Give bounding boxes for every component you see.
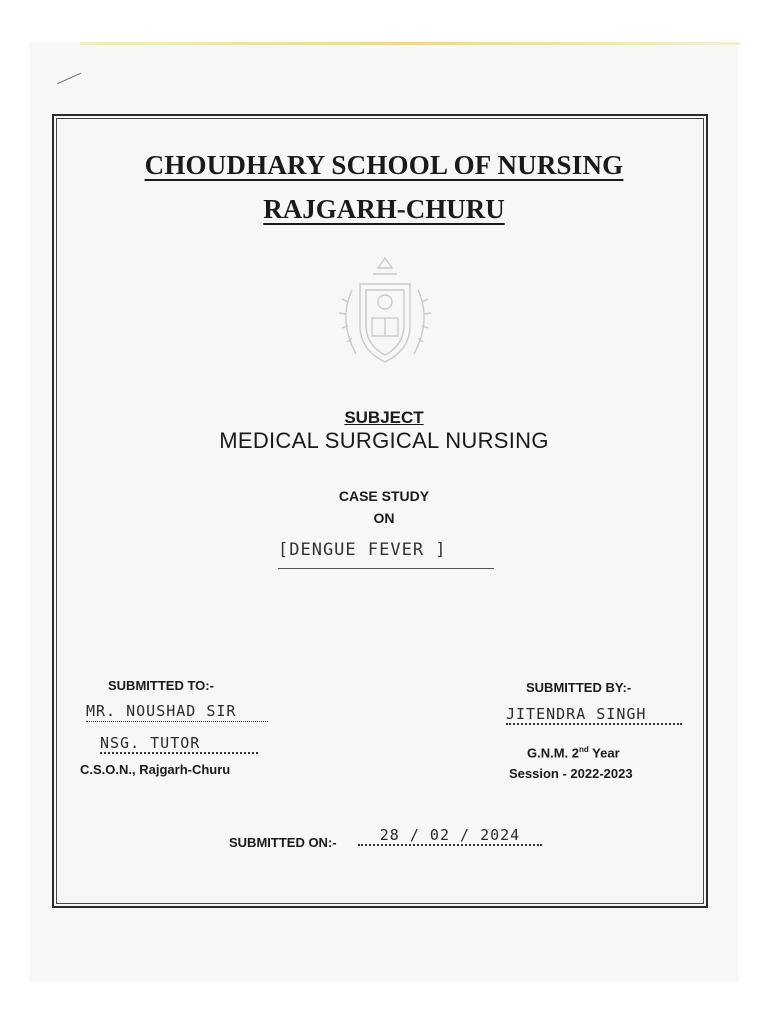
scan-edge-line xyxy=(80,42,740,45)
submitted-to-label: SUBMITTED TO:- xyxy=(108,678,214,693)
submitted-to-institution: C.S.O.N., Rajgarh-Churu xyxy=(80,762,231,777)
school-name: CHOUDHARY SCHOOL OF NURSING xyxy=(144,150,624,180)
course-year: G.N.M. 2nd Year xyxy=(527,745,620,761)
submitted-by-label: SUBMITTED BY:- xyxy=(526,680,632,695)
case-study-topic: [DENGUE FEVER ] xyxy=(278,540,494,569)
session: Session - 2022-2023 xyxy=(509,766,633,781)
school-location: RAJGARH-CHURU xyxy=(263,194,505,224)
submitted-by-name: JITENDRA SINGH xyxy=(506,705,682,725)
case-study-on-label: ON xyxy=(373,510,395,526)
subject-label: SUBJECT xyxy=(344,408,424,427)
case-study-label: CASE STUDY xyxy=(338,488,430,504)
submitted-to-role: NSG. TUTOR xyxy=(100,734,258,754)
submitted-to-name: MR. NOUSHAD SIR xyxy=(86,702,268,722)
subject-name: MEDICAL SURGICAL NURSING xyxy=(219,428,549,453)
submitted-on-date: 28 / 02 / 2024 xyxy=(358,826,542,846)
school-crest-icon xyxy=(318,250,452,370)
submitted-on-label: SUBMITTED ON:- xyxy=(229,835,337,850)
